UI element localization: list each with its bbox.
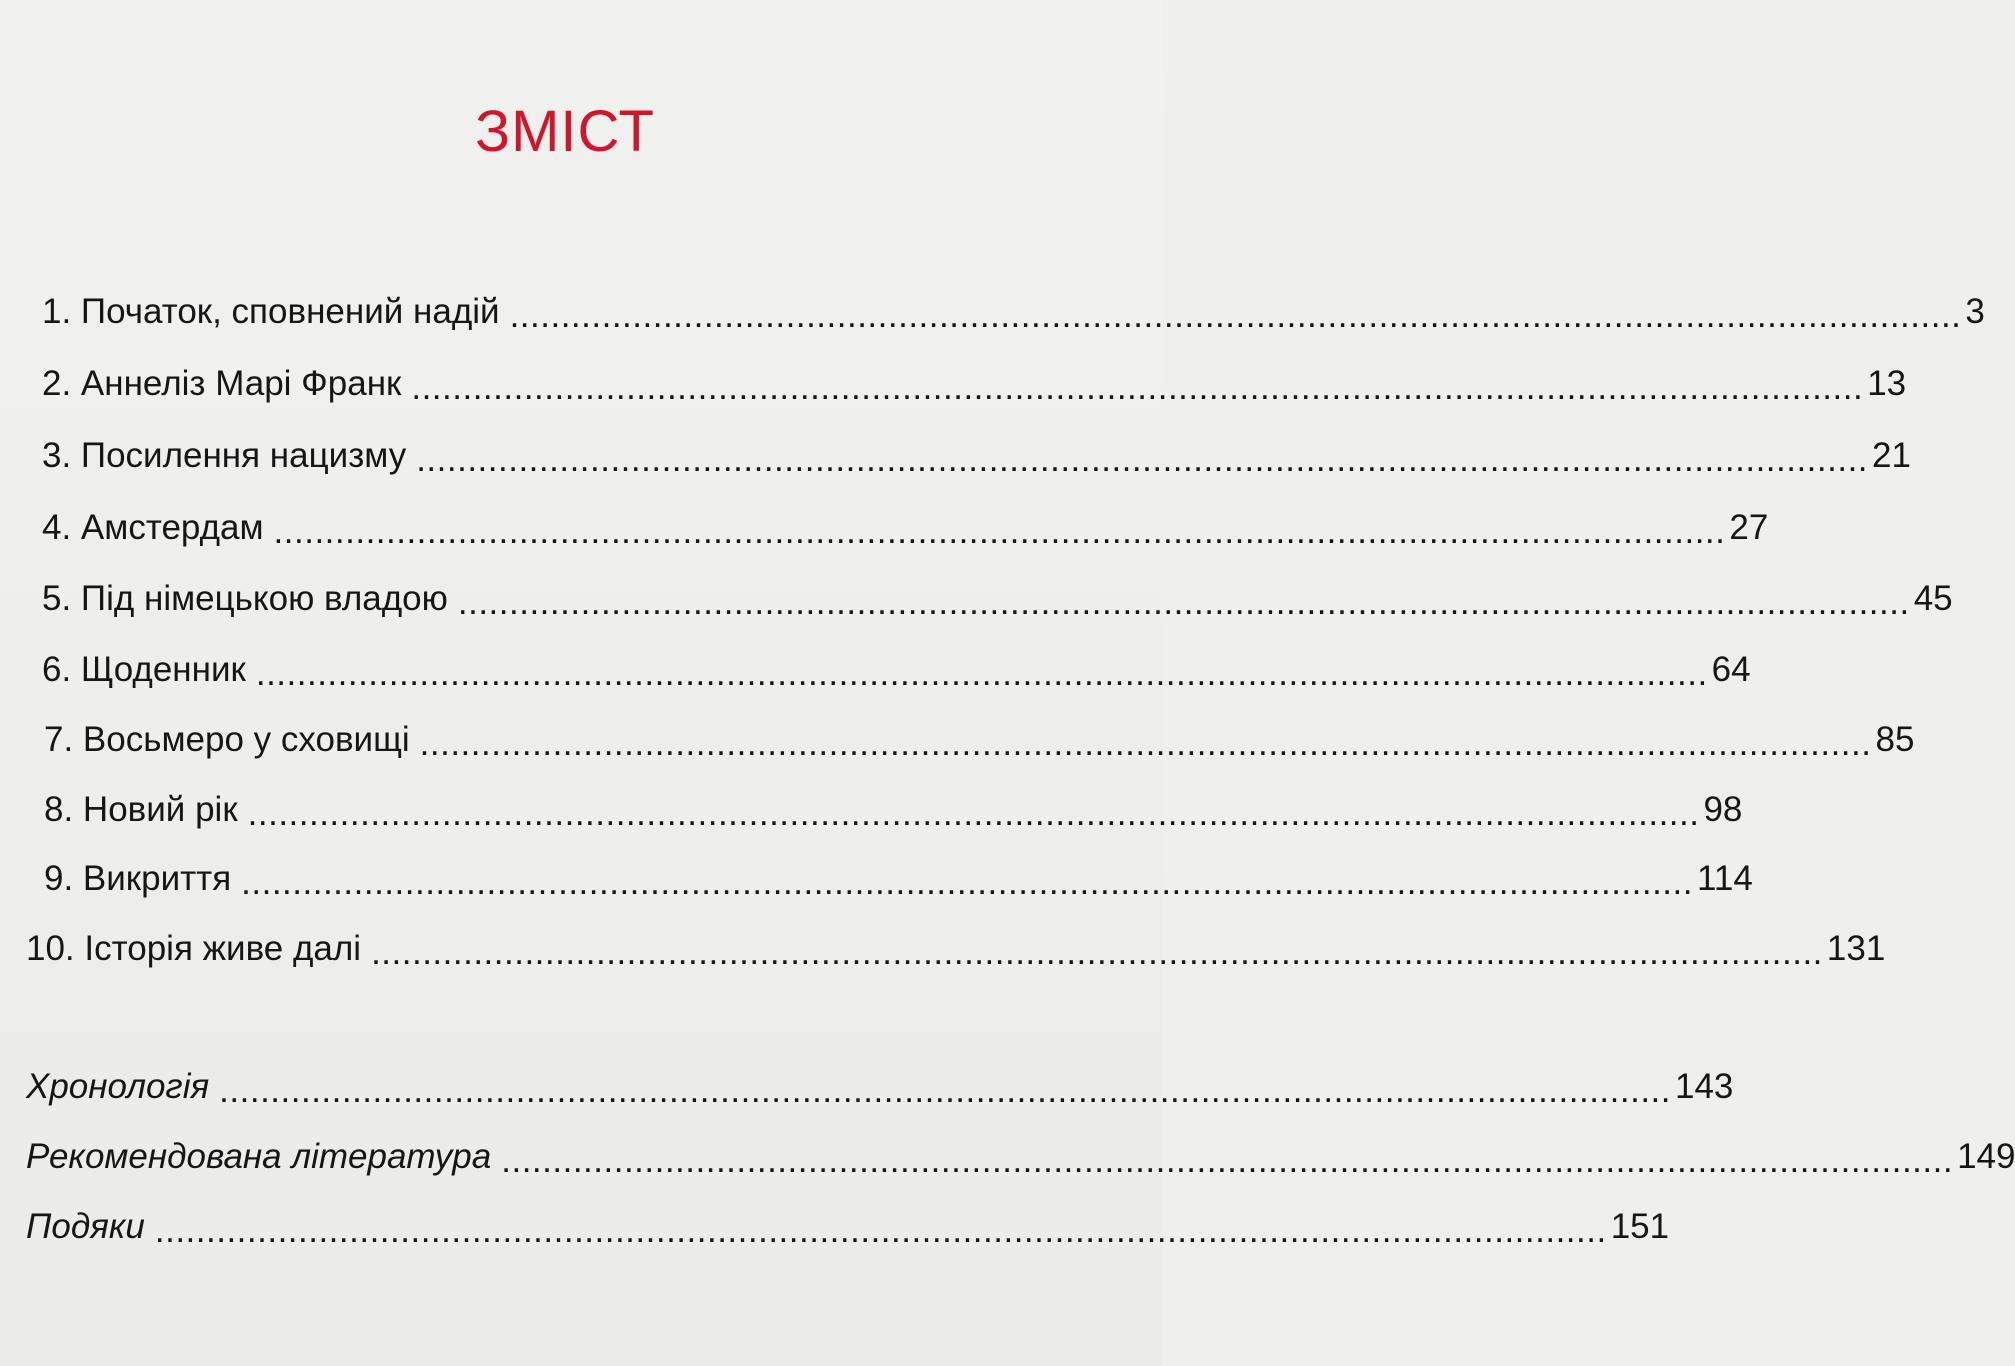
toc-entry-page: 21 [1872, 436, 1911, 475]
page-title: ЗМІСТ [475, 99, 655, 164]
toc-entry-3 [42, 434, 1911, 479]
toc-entry-label: 9. Викриття [44, 859, 232, 898]
toc-entry-10 [26, 927, 1886, 972]
toc-entry-label: 6. Щоденник [42, 650, 246, 689]
dot-leader: .............................................................................................................................................. [371, 933, 1823, 972]
dot-leader: .............................................................................................................................................. [416, 440, 1869, 479]
toc-entry-label: Подяки [26, 1207, 145, 1246]
toc-entry-page: 85 [1875, 720, 1915, 759]
dot-leader: .............................................................................................................................................. [241, 863, 1693, 902]
toc-entry-label: 1. Початок, сповнений надій [42, 292, 500, 331]
toc-entry-1 [42, 290, 1985, 335]
toc-entry-label: 8. Новий рік [44, 790, 238, 829]
toc-entry-2 [42, 362, 1907, 407]
toc-entry-chronology [26, 1065, 1734, 1110]
toc-entry-label: 7. Восьмеро у сховищі [44, 720, 410, 759]
dot-leader: .............................................................................................................................................. [411, 368, 1864, 407]
toc-entry-page: 13 [1867, 364, 1907, 403]
toc-entry-page: 64 [1711, 650, 1751, 689]
toc-entry-page: 149 [1957, 1137, 2015, 1176]
toc-entry-page: 131 [1826, 929, 1886, 968]
toc-entry-label: 3. Посилення нацизму [42, 436, 407, 475]
toc-entry-7 [44, 718, 1915, 763]
toc-entry-page: 45 [1913, 579, 1953, 618]
dot-leader: .............................................................................................................................................. [501, 1141, 1954, 1180]
toc-entry-page: 143 [1675, 1067, 1734, 1106]
toc-entry-5 [42, 577, 1953, 622]
toc-entry-label: Рекомендована література [26, 1137, 492, 1176]
toc-entry-label: 10. Історія живе далі [26, 929, 362, 968]
toc-entry-page: 98 [1703, 790, 1743, 829]
dot-leader: .............................................................................................................................................. [255, 654, 1708, 693]
dot-leader: .............................................................................................................................................. [219, 1071, 1671, 1110]
dot-leader: .............................................................................................................................................. [154, 1211, 1607, 1250]
toc-entry-9 [44, 857, 1753, 902]
dot-leader: .............................................................................................................................................. [273, 512, 1726, 551]
dot-leader: .............................................................................................................................................. [509, 296, 1962, 335]
toc-entry-recommended-reading [26, 1135, 2015, 1180]
toc-entry-label: 4. Амстердам [42, 508, 264, 547]
toc-entry-page: 151 [1610, 1207, 1670, 1246]
dot-leader: .............................................................................................................................................. [457, 583, 1910, 622]
toc-entry-label: 5. Під німецькою владою [42, 579, 448, 618]
toc-entry-label: Хронологія [26, 1067, 210, 1106]
toc-entry-6 [42, 648, 1751, 693]
toc-entry-acknowledgements [26, 1205, 1670, 1250]
dot-leader: .............................................................................................................................................. [419, 724, 1872, 763]
toc-entry-label: 2. Аннеліз Марі Франк [42, 364, 402, 403]
toc-entry-page: 27 [1729, 508, 1769, 547]
toc-entry-page: 3 [1965, 292, 1985, 331]
toc-entry-page: 114 [1696, 859, 1753, 898]
toc-entry-4 [42, 506, 1769, 551]
toc-entry-8 [44, 788, 1743, 833]
dot-leader: .............................................................................................................................................. [247, 794, 1700, 833]
